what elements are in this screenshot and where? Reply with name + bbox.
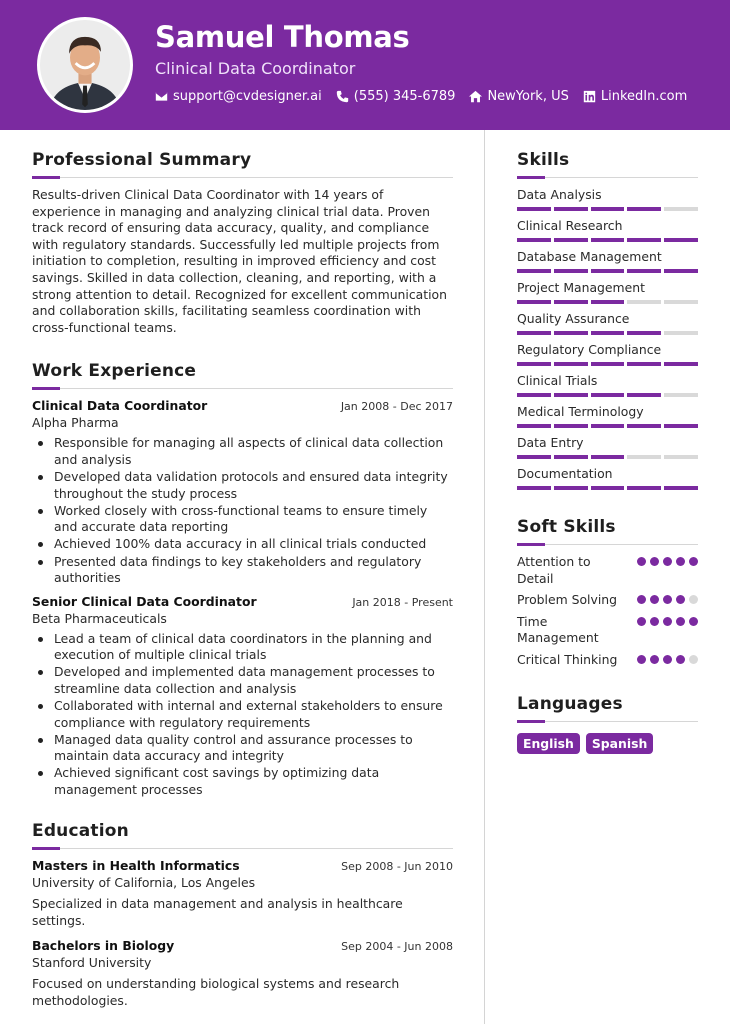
job-company: Beta Pharmaceuticals — [32, 610, 167, 626]
skill-level-segment — [554, 238, 588, 242]
contact-email-text: support@cvdesigner.ai — [173, 89, 322, 104]
soft-skill-rating — [637, 617, 698, 626]
skill-level-segment — [591, 455, 625, 459]
degree-title: Masters in Health Informatics — [32, 857, 240, 873]
skill-level-segment — [591, 238, 625, 242]
skill-name: Clinical Research — [517, 218, 623, 233]
skill-item — [517, 249, 698, 273]
home-icon — [469, 90, 482, 103]
soft-skill-item — [517, 554, 698, 587]
skill-item — [517, 311, 698, 335]
skills-section — [517, 150, 698, 490]
skill-level-segment — [517, 300, 551, 304]
job-bullet: Managed data quality control and assurance processes to maintain data accuracy and integrity — [32, 732, 453, 765]
skill-level-segment — [627, 393, 661, 397]
soft-skills-list — [517, 554, 698, 668]
education-section — [32, 821, 453, 1010]
soft-skill-rating — [637, 655, 698, 664]
skill-level-segment — [591, 486, 625, 490]
contact-email[interactable] — [155, 89, 322, 104]
job-bullet: Collaborated with internal and external stakeholders to ensure compliance with regulatory requirements — [32, 698, 453, 731]
soft-skill-name: Critical Thinking — [517, 651, 618, 667]
skill-item — [517, 435, 698, 459]
skill-level-segment — [517, 362, 551, 366]
skill-level-segment — [627, 300, 661, 304]
soft-skill-rating — [637, 557, 698, 566]
skill-level-segment — [591, 424, 625, 428]
person-name: Samuel Thomas — [155, 20, 410, 54]
school-name: University of California, Los Angeles — [32, 874, 256, 890]
education-date: Sep 2008 - Jun 2010 — [341, 859, 453, 873]
rating-dot — [637, 617, 646, 626]
rating-dot — [637, 557, 646, 566]
skill-level-bar — [517, 331, 698, 335]
job-entry — [32, 594, 453, 799]
skill-level-segment — [554, 393, 588, 397]
skill-level-segment — [554, 424, 588, 428]
rating-dot — [650, 557, 659, 566]
job-entry — [32, 398, 453, 586]
profile-photo — [37, 17, 133, 113]
skill-level-segment — [517, 424, 551, 428]
experience-heading: Work Experience — [32, 361, 197, 382]
skill-level-bar — [517, 455, 698, 459]
education-description: Specialized in data management and analysis in healthcare settings. — [32, 895, 403, 929]
job-bullet: Presented data findings to key stakeholders and regulatory authorities — [32, 554, 453, 587]
skill-level-segment — [554, 207, 588, 211]
summary-heading: Professional Summary — [32, 150, 252, 170]
skill-level-segment — [591, 331, 625, 335]
skill-level-segment — [627, 207, 661, 211]
skill-level-bar — [517, 393, 698, 397]
section-rule — [32, 388, 453, 389]
skill-item — [517, 404, 698, 428]
soft-skill-name: Attention to Detail — [517, 554, 591, 586]
education-date: Sep 2004 - Jun 2008 — [341, 939, 453, 953]
skill-level-segment — [664, 486, 698, 490]
job-title: Senior Clinical Data Coordinator — [32, 593, 257, 609]
education-entry — [32, 938, 453, 1010]
school-name: Stanford University — [32, 954, 152, 970]
skill-level-bar — [517, 486, 698, 490]
contact-location-text: NewYork, US — [487, 89, 569, 104]
job-date: Jan 2018 - Present — [352, 595, 453, 609]
skill-level-segment — [627, 424, 661, 428]
skills-list — [517, 187, 698, 490]
rating-dot — [676, 617, 685, 626]
main-column — [32, 150, 453, 1010]
contact-list — [155, 89, 701, 104]
skill-level-segment — [664, 424, 698, 428]
skill-level-segment — [627, 362, 661, 366]
skill-level-segment — [591, 362, 625, 366]
rating-dot — [663, 557, 672, 566]
rating-dot — [663, 655, 672, 664]
rating-dot — [663, 595, 672, 604]
rating-dot — [676, 557, 685, 566]
section-rule — [517, 177, 698, 178]
summary-section — [32, 150, 453, 336]
skill-level-segment — [664, 238, 698, 242]
job-bullets — [32, 435, 453, 586]
language-tags — [517, 733, 698, 754]
skill-level-segment — [554, 362, 588, 366]
side-column — [517, 150, 698, 754]
soft-skill-item — [517, 614, 698, 647]
skill-item — [517, 373, 698, 397]
skill-level-bar — [517, 269, 698, 273]
degree-title: Bachelors in Biology — [32, 937, 175, 953]
skill-level-bar — [517, 362, 698, 366]
soft-skills-section — [517, 517, 698, 668]
job-bullet: Developed and implemented data management processes to streamline data collection and analysis — [32, 664, 453, 697]
soft-skill-item — [517, 652, 698, 669]
job-bullet: Lead a team of clinical data coordinators in the planning and execution of multiple clinical trials — [32, 631, 453, 664]
resume-header — [0, 0, 730, 130]
skill-item — [517, 280, 698, 304]
skill-item — [517, 187, 698, 211]
phone-icon — [336, 90, 349, 103]
skill-level-bar — [517, 238, 698, 242]
rating-dot — [676, 655, 685, 664]
section-rule — [517, 721, 698, 722]
skill-level-segment — [554, 300, 588, 304]
skill-level-segment — [517, 207, 551, 211]
job-bullet: Responsible for managing all aspects of clinical data collection and analysis — [32, 435, 453, 468]
skill-level-segment — [627, 238, 661, 242]
contact-location — [469, 89, 568, 104]
skill-level-segment — [517, 238, 551, 242]
skill-level-segment — [554, 331, 588, 335]
contact-phone-text: (555) 345-6789 — [353, 89, 456, 104]
contact-phone[interactable] — [336, 89, 456, 104]
rating-dot — [663, 617, 672, 626]
linkedin-icon — [583, 90, 596, 103]
contact-linkedin-text: LinkedIn.com — [600, 89, 688, 104]
person-title: Clinical Data Coordinator — [155, 59, 356, 78]
skill-level-segment — [627, 486, 661, 490]
skill-level-segment — [517, 269, 551, 273]
skill-level-segment — [664, 300, 698, 304]
education-entry — [32, 858, 453, 930]
skill-level-segment — [591, 393, 625, 397]
section-rule — [32, 177, 453, 178]
language-tag: English — [517, 733, 580, 754]
rating-dot — [689, 557, 698, 566]
job-bullet: Achieved 100% data accuracy in all clinical trials conducted — [32, 536, 453, 553]
skill-level-segment — [591, 207, 625, 211]
languages-section — [517, 694, 698, 754]
skill-item — [517, 218, 698, 242]
person-avatar-icon — [40, 20, 130, 110]
rating-dot — [676, 595, 685, 604]
skill-level-segment — [664, 393, 698, 397]
skill-level-bar — [517, 424, 698, 428]
skill-name: Database Management — [517, 249, 662, 264]
skill-level-segment — [554, 455, 588, 459]
skill-name: Data Analysis — [517, 187, 602, 202]
section-rule — [32, 848, 453, 849]
skill-level-segment — [627, 455, 661, 459]
skill-item — [517, 342, 698, 366]
skill-level-segment — [664, 362, 698, 366]
section-rule — [517, 544, 698, 545]
column-divider — [484, 130, 485, 1024]
skill-level-segment — [591, 269, 625, 273]
skill-level-segment — [517, 455, 551, 459]
skill-level-bar — [517, 300, 698, 304]
skill-level-segment — [664, 455, 698, 459]
summary-text: Results-driven Clinical Data Coordinator with 14 years of experience in managing and analyzing clinical trial data. Proven track record of ensuring data accuracy, quality, and compliance with regulatory standards. Successfully led multiple projects from initiation to completion, resulting in improved efficiency and cost savings. Skilled in data collection, cleaning, and reporting, with a strong attention to detail. Recognized for excellent communication and collaboration skills, facilitating seamless coordination with cross-functional teams. — [32, 187, 447, 335]
rating-dot — [650, 655, 659, 664]
skill-level-segment — [627, 331, 661, 335]
skill-name: Documentation — [517, 466, 613, 481]
soft-skill-rating — [637, 595, 698, 604]
experience-section — [32, 361, 453, 798]
skill-level-segment — [517, 331, 551, 335]
rating-dot — [689, 617, 698, 626]
language-tag: Spanish — [586, 733, 653, 754]
job-date: Jan 2008 - Dec 2017 — [340, 400, 453, 414]
job-title: Clinical Data Coordinator — [32, 398, 208, 414]
skills-heading: Skills — [517, 150, 570, 170]
skill-level-bar — [517, 207, 698, 211]
skill-name: Clinical Trials — [517, 373, 598, 388]
skill-level-segment — [664, 331, 698, 335]
rating-dot — [650, 595, 659, 604]
job-bullet: Worked closely with cross-functional teams to ensure timely and accurate data reporting — [32, 503, 453, 536]
rating-dot — [689, 595, 698, 604]
skill-level-segment — [664, 207, 698, 211]
skill-name: Medical Terminology — [517, 404, 644, 419]
skill-level-segment — [554, 486, 588, 490]
skill-name: Regulatory Compliance — [517, 342, 662, 357]
skill-level-segment — [554, 269, 588, 273]
rating-dot — [650, 617, 659, 626]
job-bullet: Developed data validation protocols and ensured data integrity throughout the study process — [32, 469, 453, 502]
contact-linkedin[interactable] — [583, 89, 687, 104]
education-heading: Education — [32, 820, 129, 841]
skill-name: Data Entry — [517, 435, 584, 450]
envelope-icon — [155, 90, 168, 103]
skill-level-segment — [664, 269, 698, 273]
rating-dot — [637, 655, 646, 664]
skill-name: Quality Assurance — [517, 311, 630, 326]
skill-level-segment — [591, 300, 625, 304]
job-bullet: Achieved significant cost savings by optimizing data management processes — [32, 765, 453, 798]
languages-heading: Languages — [517, 694, 623, 714]
skill-level-segment — [627, 269, 661, 273]
soft-skill-item — [517, 592, 698, 609]
rating-dot — [637, 595, 646, 604]
skill-item — [517, 466, 698, 490]
job-bullets — [32, 631, 453, 799]
skill-level-segment — [517, 486, 551, 490]
soft-skill-name: Problem Solving — [517, 592, 617, 607]
education-description: Focused on understanding biological systems and research methodologies. — [32, 975, 400, 1009]
job-company: Alpha Pharma — [32, 415, 119, 431]
rating-dot — [689, 655, 698, 664]
soft-skill-name: Time Management — [517, 613, 599, 645]
skill-name: Project Management — [517, 280, 645, 295]
skill-level-segment — [517, 393, 551, 397]
soft-skills-heading: Soft Skills — [517, 517, 616, 537]
